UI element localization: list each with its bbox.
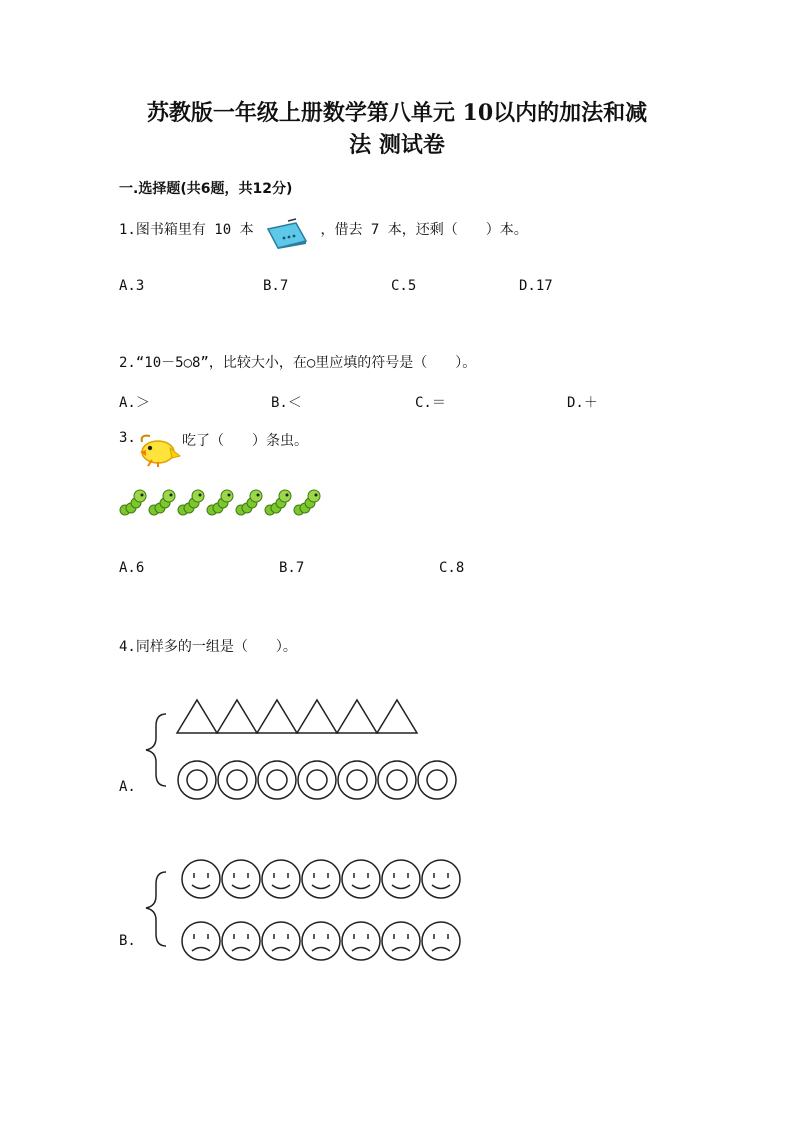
frown-face-icon (302, 922, 340, 960)
ring-shape (378, 761, 416, 799)
page-title-line-2: 法 测试卷 (349, 132, 445, 158)
brace (146, 872, 166, 946)
question-4: 4.同样多的一组是（ ）。 (119, 639, 297, 655)
worm-icon (265, 490, 291, 515)
q2-option-d[interactable]: D.＋ (567, 395, 598, 411)
worm-icon (294, 490, 320, 515)
q2-option-c[interactable]: C.＝ (415, 395, 446, 411)
ring-shape (178, 761, 216, 799)
triangle-shape (217, 700, 257, 733)
question-2: 2.“10－5○8”，比较大小，在○里应填的符号是（ ）。 (119, 355, 477, 371)
q1-option-d[interactable]: D.17 (519, 278, 553, 294)
frown-face-icon (262, 922, 300, 960)
ring-shape (298, 761, 336, 799)
ring-shape (418, 761, 456, 799)
q3-option-c[interactable]: C.8 (439, 560, 465, 576)
q4-option-a-label[interactable]: A. (119, 779, 136, 795)
book-icon (266, 219, 308, 249)
frown-face-icon (182, 922, 220, 960)
q1-option-c[interactable]: C.5 (391, 278, 417, 294)
triangle-shape (257, 700, 297, 733)
triangle-shape (177, 700, 217, 733)
brace (146, 714, 166, 786)
question-1-text-before: 1.图书箱里有 10 本 (119, 222, 254, 238)
smile-face-icon (182, 860, 220, 898)
smile-face-row (182, 860, 460, 898)
q4-option-a-figure (140, 696, 470, 806)
worm-row (119, 486, 329, 518)
triangle-shape (337, 700, 377, 733)
worm-icon (236, 490, 262, 515)
frown-face-icon (422, 922, 460, 960)
worm-icon (120, 490, 146, 515)
worm-icon (149, 490, 175, 515)
question-3-number: 3. (119, 430, 136, 446)
q4-option-b-figure (140, 856, 470, 966)
q1-option-b[interactable]: B.7 (263, 278, 289, 294)
frown-face-icon (342, 922, 380, 960)
question-1 (119, 219, 528, 241)
q3-option-a[interactable]: A.6 (119, 560, 145, 576)
smile-face-icon (342, 860, 380, 898)
frown-face-row (182, 922, 460, 960)
ring-row (178, 761, 456, 799)
section-heading: 一.选择题(共6题，共12分) (119, 181, 293, 197)
frown-face-icon (382, 922, 420, 960)
q4-option-b-label[interactable]: B. (119, 933, 136, 949)
ring-shape (218, 761, 256, 799)
question-1-text-after: ，借去 7 本，还剩（ ）本。 (320, 222, 528, 238)
ring-shape (338, 761, 376, 799)
smile-face-icon (302, 860, 340, 898)
question-3-text: 吃了（ ）条虫。 (182, 433, 308, 449)
q2-option-b[interactable]: B.＜ (271, 395, 302, 411)
smile-face-icon (222, 860, 260, 898)
smile-face-icon (382, 860, 420, 898)
triangle-shape (377, 700, 417, 733)
triangle-shape (297, 700, 337, 733)
q1-option-a[interactable]: A.3 (119, 278, 145, 294)
worm-icon (207, 490, 233, 515)
smile-face-icon (262, 860, 300, 898)
worm-icon (178, 490, 204, 515)
ring-shape (258, 761, 296, 799)
q2-option-a[interactable]: A.＞ (119, 395, 150, 411)
triangle-row (177, 700, 417, 733)
frown-face-icon (222, 922, 260, 960)
q3-option-b[interactable]: B.7 (279, 560, 305, 576)
smile-face-icon (422, 860, 460, 898)
bird-icon (136, 432, 182, 468)
page-title-line-1: 苏教版一年级上册数学第八单元 10以内的加法和减 (146, 100, 648, 126)
